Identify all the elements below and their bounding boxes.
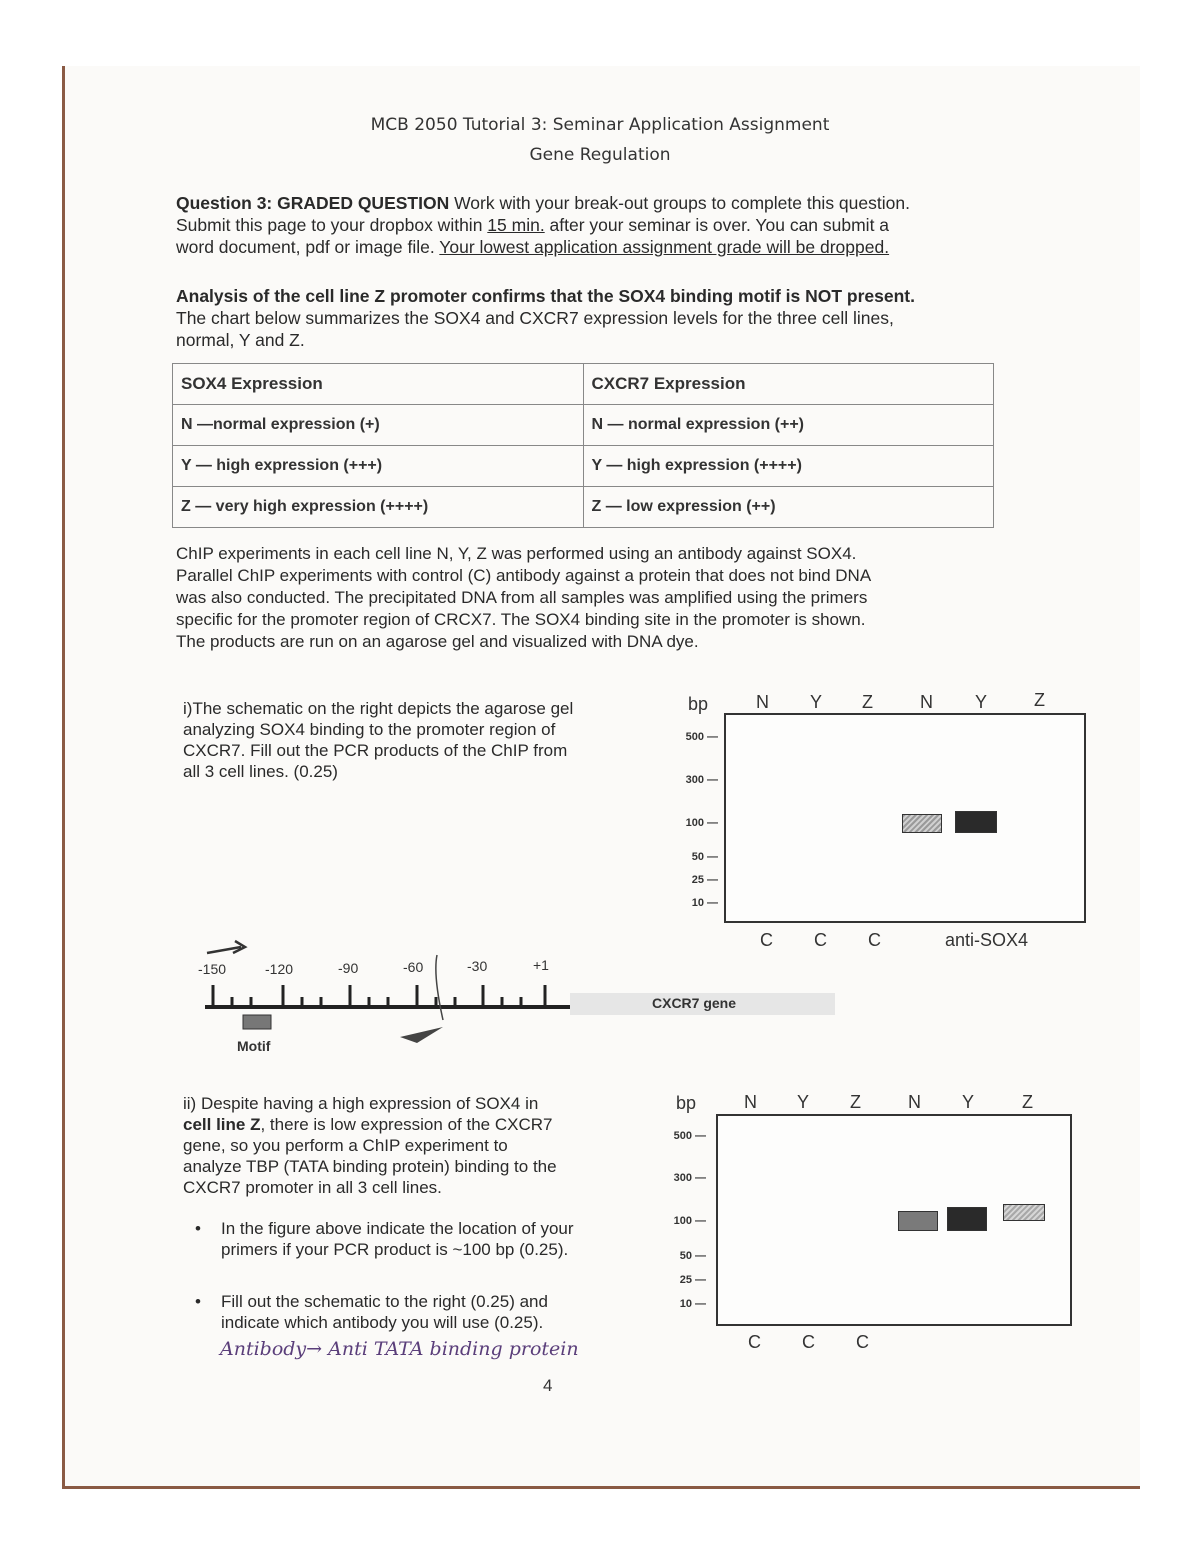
- gel-band: [898, 1211, 938, 1231]
- control-label: C: [760, 930, 773, 950]
- marker-label: 10 —: [679, 1298, 706, 1310]
- bullet-dot: •: [195, 1292, 201, 1311]
- pencil-mark: [436, 955, 443, 1020]
- motif-label: Motif: [237, 1038, 271, 1054]
- lane-label: Z: [862, 692, 873, 712]
- bp-label: bp: [688, 694, 709, 714]
- control-label: C: [748, 1332, 761, 1352]
- marker-label: 300 —: [685, 774, 718, 786]
- control-label: C: [802, 1332, 815, 1352]
- page-number: 4: [543, 1376, 553, 1395]
- marker-label: 100 —: [673, 1215, 706, 1227]
- gel-band: [902, 814, 942, 833]
- marker-label: 100 —: [685, 817, 718, 829]
- table-cell: Y — high expression (+++): [173, 446, 584, 487]
- marker-label: 500 —: [673, 1130, 706, 1142]
- position-label: -60: [403, 959, 424, 975]
- marker-label: 10 —: [691, 897, 718, 909]
- lane-label: N: [756, 692, 769, 712]
- part-ii-text: ii) Despite having a high expression of SOX4 in cell line Z, there is low expression of the CXCR7 gene, so you perform a ChIP experiment to analyze TBP (TATA binding protein) binding to the CXCR7 promoter in all 3 cell lines.: [183, 1094, 557, 1197]
- lane-label: N: [908, 1092, 921, 1112]
- table-cell: Z — very high expression (++++): [173, 487, 584, 528]
- control-label: C: [868, 930, 881, 950]
- lane-label: Z: [850, 1092, 861, 1112]
- header-title: MCB 2050 Tutorial 3: Seminar Application Assignment: [370, 115, 830, 135]
- marker-label: 500 —: [685, 731, 718, 743]
- control-label: C: [814, 930, 827, 950]
- bullet-dot: •: [195, 1219, 201, 1238]
- bp-label: bp: [676, 1093, 697, 1113]
- bullet-item: In the figure above indicate the location of your primers if your PCR product is ~100 bp (0.25).: [221, 1219, 574, 1259]
- marker-label: 50 —: [691, 851, 718, 863]
- table-row: [173, 446, 994, 487]
- gene-label: CXCR7 gene: [652, 995, 737, 1011]
- lane-label: Y: [797, 1092, 810, 1112]
- lane-label: N: [920, 692, 933, 712]
- bullet-item: Fill out the schematic to the right (0.25) and indicate which antibody you will use (0.25).: [221, 1292, 548, 1332]
- part-i-text: i)The schematic on the right depicts the agarose gel analyzing SOX4 binding to the promoter region of CXCR7. Fill out the PCR products of the ChIP from all 3 cell lines. (0.25): [183, 699, 574, 781]
- lane-label: Y: [975, 692, 988, 712]
- table-cell: Y — high expression (++++): [583, 446, 994, 487]
- header-subtitle: Gene Regulation: [529, 145, 671, 165]
- handwritten-answer: Antibody→ Anti TATA binding protein: [220, 1338, 579, 1360]
- table-header-cell: SOX4 Expression: [173, 364, 584, 405]
- reverse-primer-arrow: [400, 1027, 443, 1043]
- position-label: -120: [265, 961, 294, 977]
- lane-label: Y: [810, 692, 823, 712]
- chip-paragraph: ChIP experiments in each cell line N, Y, Z was performed using an antibody against SOX4. Parallel ChIP experiments with control (C) antibody against a protein that does not bind DNA was also conducted. The precipitated DNA from all samples was amplified using the primers specific for the promoter region of CRCX7. The SOX4 binding site in the promoter is shown. The products are run on an agarose gel and visualized with DNA dye.: [176, 544, 872, 651]
- table-cell: N —normal expression (+): [173, 405, 584, 446]
- table-row: [173, 405, 994, 446]
- promoter-diagram: [195, 935, 845, 1060]
- question-title: Question 3: GRADED QUESTION: [176, 193, 450, 213]
- table-cell: Z — low expression (++): [583, 487, 994, 528]
- marker-label: 25 —: [679, 1274, 706, 1286]
- table-row: [173, 487, 994, 528]
- position-label: -90: [338, 960, 359, 976]
- position-label: -30: [467, 958, 488, 974]
- table-cell: N — normal expression (++): [583, 405, 994, 446]
- motif-box: [243, 1015, 271, 1029]
- position-label: -150: [198, 961, 227, 977]
- control-label: C: [856, 1332, 869, 1352]
- table-header-row: [173, 364, 994, 405]
- position-label: +1: [533, 957, 549, 973]
- gel-band: [947, 1207, 987, 1231]
- gel-band: [1003, 1204, 1045, 1221]
- tick-marks: [213, 985, 545, 1007]
- lane-label: Z: [1034, 690, 1045, 710]
- intro-paragraph: Question 3: GRADED QUESTION Work with your break-out groups to complete this question. Submit this page to your dropbox within 15 min. after your seminar is over. You can submit a word document, pdf or image file. Your lowest application assignment grade will be dropped.: [176, 193, 910, 257]
- lane-label: Z: [1022, 1092, 1033, 1112]
- lane-label: Y: [962, 1092, 975, 1112]
- analysis-paragraph: Analysis of the cell line Z promoter confirms that the SOX4 binding motif is NOT present. The chart below summarizes the SOX4 and CXCR7 expression levels for the three cell lines, normal, Y and Z.: [176, 286, 915, 350]
- marker-label: 25 —: [691, 874, 718, 886]
- gel-band: [955, 811, 997, 833]
- expression-table: [172, 363, 994, 528]
- lane-label: N: [744, 1092, 757, 1112]
- marker-label: 300 —: [673, 1172, 706, 1184]
- marker-label: 50 —: [679, 1250, 706, 1262]
- table-header-cell: CXCR7 Expression: [583, 364, 994, 405]
- antibody-label: anti-SOX4: [945, 930, 1029, 950]
